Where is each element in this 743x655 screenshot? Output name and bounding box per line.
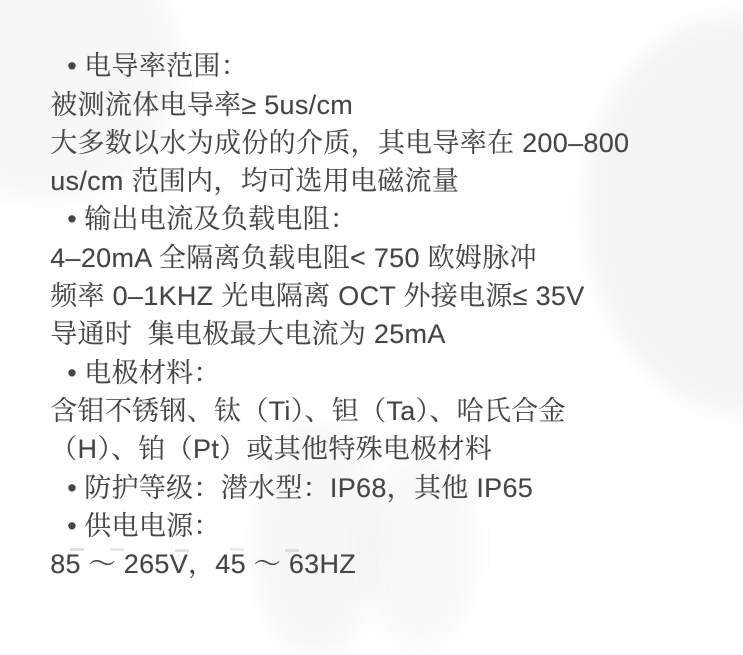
spec-line-text: 供电电源： (84, 510, 221, 541)
spec-text-block (19, 9, 735, 580)
bullet-icon: • (67, 204, 77, 235)
spec-line-text: 防护等级：潜水型：IP68，其他 IP65 (84, 472, 534, 503)
spec-line-text: 被测流体电导率≥ 5us/cm (50, 89, 354, 120)
spec-line-text: 电导率范围： (84, 51, 249, 82)
bullet-icon: • (67, 472, 77, 503)
spec-line-text: （H）、铂（Pt）或其他特殊电极材料 (50, 434, 493, 465)
spec-line-text: 大多数以水为成份的介质，其电导率在 200–800 (50, 127, 630, 158)
spec-line-text: 电极材料： (84, 357, 221, 388)
bullet-icon: • (67, 510, 77, 541)
bullet-icon: • (67, 51, 77, 82)
bullet-icon: • (67, 357, 77, 388)
spec-line-text: 含钼不锈钢、钛（Ti）、钽（Ta）、哈氏合金 (50, 395, 566, 426)
spec-line-text: 85 ～ 265V，45 ～ 63HZ (50, 549, 357, 580)
spec-line-text: 输出电流及负载电阻： (84, 204, 358, 235)
spec-line-conductivity-heading (19, 9, 735, 82)
spec-line-text: 导通时 集电极最大电流为 25mA (50, 319, 446, 350)
spec-line-text: 4–20mA 全隔离负载电阻< 750 欧姆脉冲 (50, 242, 537, 273)
spec-line-text: 频率 0–1KHZ 光电隔离 OCT 外接电源≤ 35V (50, 281, 585, 312)
spec-line-text: us/cm 范围内，均可选用电磁流量 (50, 166, 460, 197)
